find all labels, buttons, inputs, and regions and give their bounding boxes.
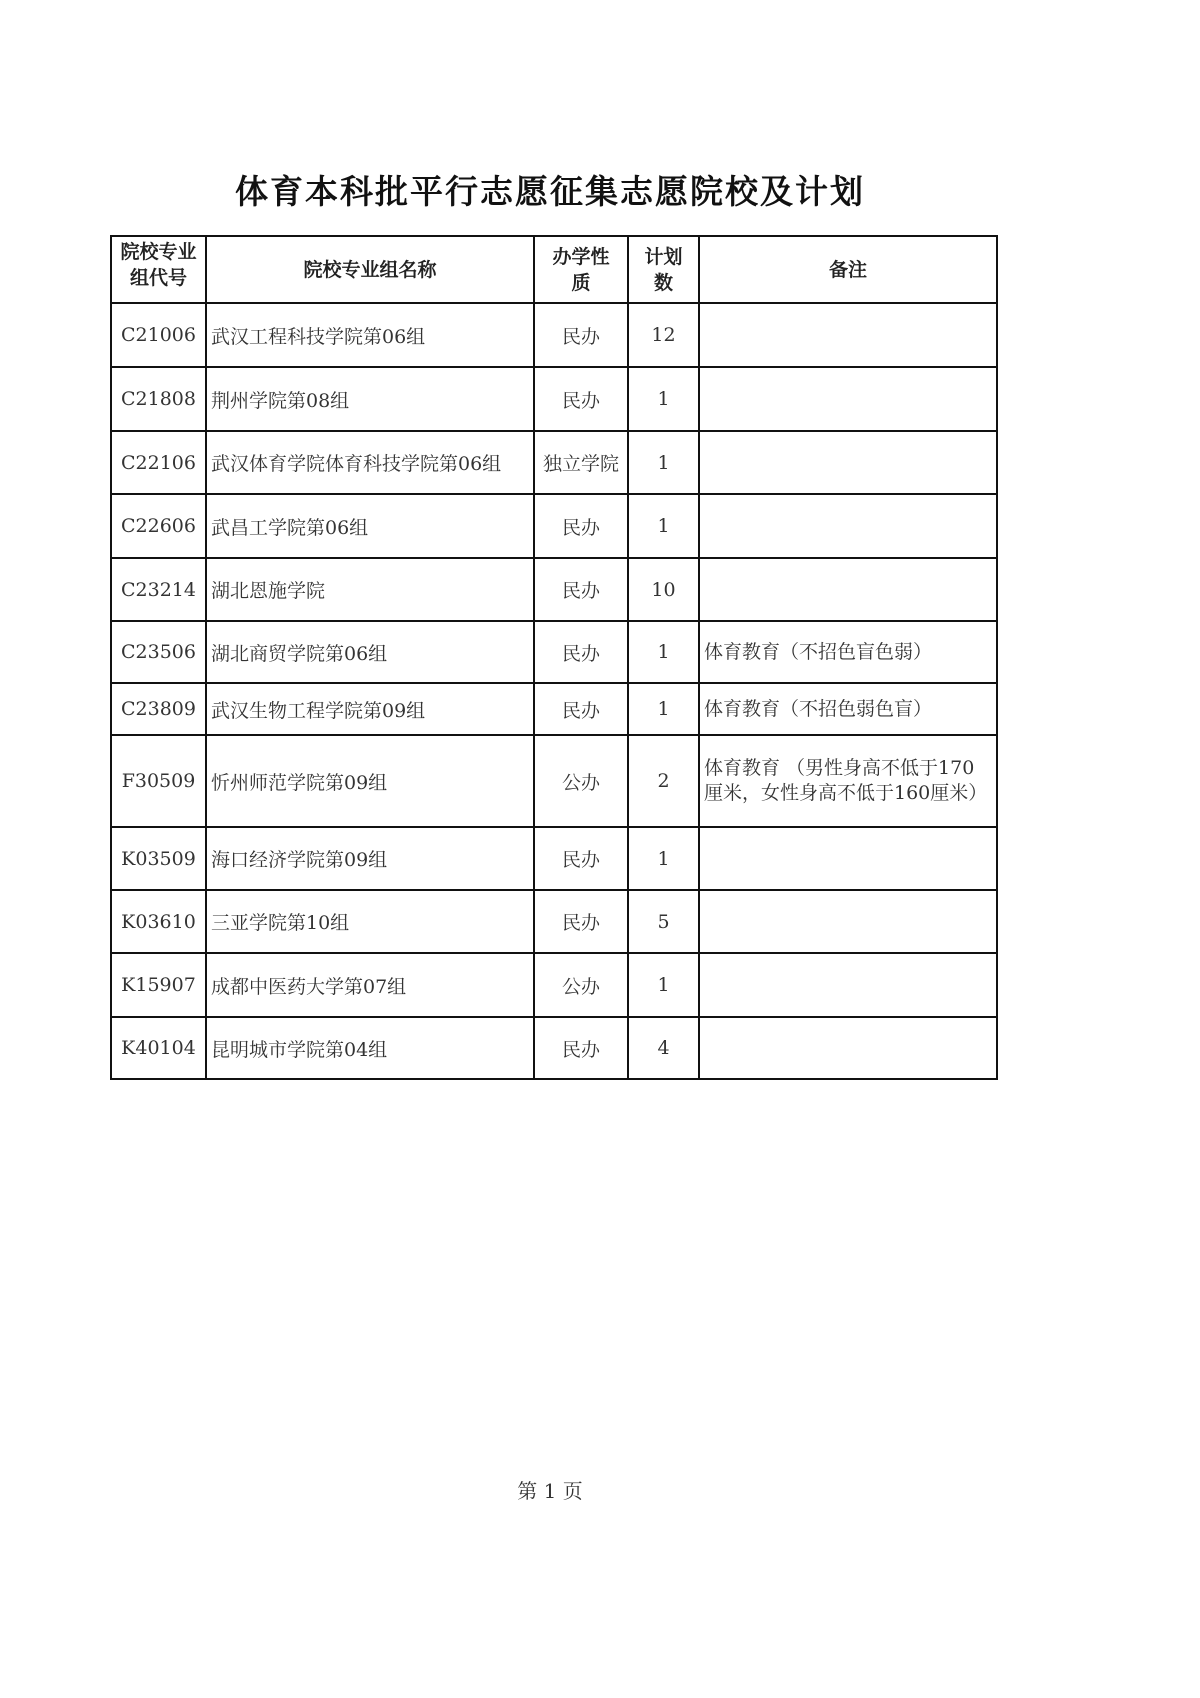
cell-plan: 1 (628, 621, 699, 683)
cell-plan: 1 (628, 494, 699, 558)
cell-code: K03509 (111, 827, 206, 890)
header-code: 院校专业组代号 (111, 236, 206, 303)
cell-name: 荆州学院第08组 (206, 367, 534, 431)
cell-type: 民办 (534, 558, 628, 621)
cell-plan: 2 (628, 735, 699, 827)
cell-code: C23506 (111, 621, 206, 683)
table-row (111, 621, 997, 683)
cell-name: 忻州师范学院第09组 (206, 735, 534, 827)
page-number: 第 1 页 (517, 1479, 583, 1503)
cell-type: 民办 (534, 1017, 628, 1079)
cell-name: 湖北商贸学院第06组 (206, 621, 534, 683)
header-note: 备注 (699, 236, 997, 303)
cell-plan: 4 (628, 1017, 699, 1079)
header-name: 院校专业组名称 (206, 236, 534, 303)
cell-name: 昆明城市学院第04组 (206, 1017, 534, 1079)
table-row (111, 1017, 997, 1079)
cell-note (699, 1017, 997, 1079)
cell-code: C23214 (111, 558, 206, 621)
cell-type: 公办 (534, 953, 628, 1017)
table-row (111, 494, 997, 558)
table-row (111, 735, 997, 827)
table-row (111, 683, 997, 735)
cell-note (699, 827, 997, 890)
cell-code: C21006 (111, 303, 206, 367)
cell-note: 体育教育（不招色弱色盲） (699, 683, 997, 735)
cell-plan: 1 (628, 683, 699, 735)
cell-name: 海口经济学院第09组 (206, 827, 534, 890)
table-row (111, 827, 997, 890)
cell-code: F30509 (111, 735, 206, 827)
cell-code: K40104 (111, 1017, 206, 1079)
table-header-row (111, 236, 997, 303)
cell-plan: 5 (628, 890, 699, 953)
cell-type: 民办 (534, 303, 628, 367)
cell-note (699, 494, 997, 558)
table-row (111, 953, 997, 1017)
cell-type: 民办 (534, 494, 628, 558)
cell-note (699, 431, 997, 494)
table-row (111, 431, 997, 494)
cell-name: 武汉工程科技学院第06组 (206, 303, 534, 367)
cell-type: 公办 (534, 735, 628, 827)
table-row (111, 367, 997, 431)
table-row (111, 558, 997, 621)
cell-note (699, 953, 997, 1017)
cell-note: 体育教育（不招色盲色弱） (699, 621, 997, 683)
cell-plan: 12 (628, 303, 699, 367)
table-row (111, 303, 997, 367)
cell-plan: 10 (628, 558, 699, 621)
cell-note (699, 367, 997, 431)
cell-note (699, 303, 997, 367)
cell-type: 民办 (534, 890, 628, 953)
cell-code: C22606 (111, 494, 206, 558)
cell-note (699, 890, 997, 953)
cell-plan: 1 (628, 367, 699, 431)
document-title: 体育本科批平行志愿征集志愿院校及计划 (235, 172, 865, 211)
cell-name: 三亚学院第10组 (206, 890, 534, 953)
table-row (111, 890, 997, 953)
header-type: 办学性质 (534, 236, 628, 303)
cell-type: 民办 (534, 621, 628, 683)
cell-name: 武汉生物工程学院第09组 (206, 683, 534, 735)
cell-type: 民办 (534, 367, 628, 431)
cell-plan: 1 (628, 953, 699, 1017)
cell-code: C22106 (111, 431, 206, 494)
cell-note: 体育教育 （男性身高不低于170厘米，女性身高不低于160厘米） (699, 735, 997, 827)
cell-code: K03610 (111, 890, 206, 953)
cell-note (699, 558, 997, 621)
cell-code: K15907 (111, 953, 206, 1017)
header-plan: 计划数 (628, 236, 699, 303)
cell-plan: 1 (628, 827, 699, 890)
cell-type: 民办 (534, 683, 628, 735)
cell-type: 民办 (534, 827, 628, 890)
cell-type: 独立学院 (534, 431, 628, 494)
cell-plan: 1 (628, 431, 699, 494)
cell-name: 成都中医药大学第07组 (206, 953, 534, 1017)
cell-code: C23809 (111, 683, 206, 735)
cell-code: C21808 (111, 367, 206, 431)
cell-name: 武汉体育学院体育科技学院第06组 (206, 431, 534, 494)
plan-table (110, 235, 998, 1080)
cell-name: 湖北恩施学院 (206, 558, 534, 621)
cell-name: 武昌工学院第06组 (206, 494, 534, 558)
